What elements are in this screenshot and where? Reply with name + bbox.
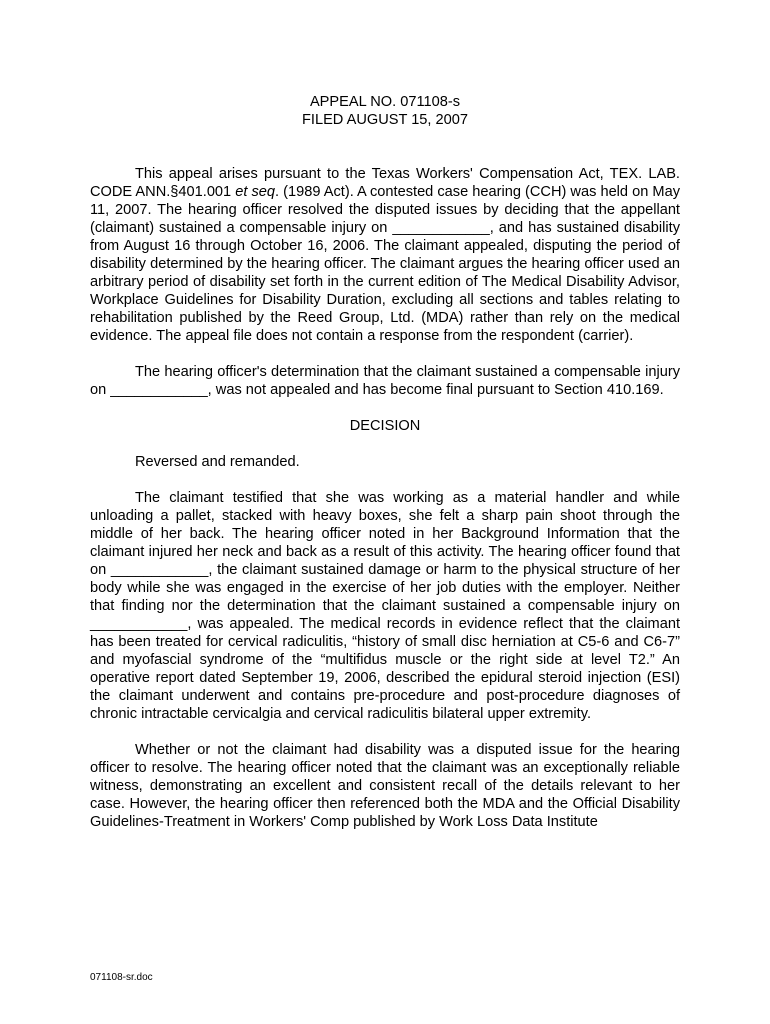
intro-paragraph [90,165,680,345]
disability-paragraph: Whether or not the claimant had disability was a disputed issue for the hearing officer to resolve. The hearing officer noted that the claimant was an exceptionally reliable witness, demonstrating an excellent and consistent recall of the details relevant to her case. However, the hearing officer then referenced both the MDA and the Official Disability Guidelines-Treatment in Workers' Comp published by Work Loss Data Institute [90,742,680,830]
intro-italic-text: et seq [235,184,276,200]
filed-date: FILED AUGUST 15, 2007 [301,112,469,128]
ruling-paragraph: Reversed and remanded. [135,454,300,470]
intro-text-b: . (1989 Act). A contested case hearing (CCH) was held on May 11, 2007. The hearing officer resolved the disputed issues by deciding that the appellant (claimant) sustained a compensable injury on ____________, and has sustained disability from August 16 through October 16, 2006. The claimant appealed, disputing the period of disability determined by the hearing officer. The claimant argues the hearing officer used an arbitrary period of disability set forth in the current edition of The Medical Disability Advisor, Workplace Guidelines for Disability Duration, excluding all sections and tables relating to rehabilitation published by the Reed Group, Ltd. (MDA) rather than rely on the medical evidence. The appeal file does not contain a response from the respondent (carrier). [90,184,680,344]
document-header [90,93,680,129]
decision-heading: DECISION [349,418,421,434]
final-determination-paragraph: The hearing officer's determination that the claimant sustained a compensable injury on ____________, was not appealed and has become final pursuant to Section 410.169. [90,364,680,398]
intro-text-a: This appeal arises pursuant to the Texas Workers' Compensation Act, TEX. LAB. CODE ANN.§401.001 [90,166,680,200]
facts-paragraph: The claimant testified that she was working as a material handler and while unloading a pallet, stacked with heavy boxes, she felt a sharp pain shoot through the middle of her back. The hearing officer noted in her Background Information that the claimant injured her neck and back as a result of this activity. The hearing officer found that on ____________, the claimant sustained damage or harm to the physical structure of her body while she was engaged in the exercise of her job duties with the employer. Neither that finding nor the determination that the claimant sustained a compensable injury on ____________, was appealed. The medical records in evidence reflect that the claimant has been treated for cervical radiculitis, “history of small disc herniation at C5-6 and C6-7” and myofascial syndrome of the “multifidus muscle or the right side at level T2.” An operative report dated September 19, 2006, described the epidural steroid injection (ESI) the claimant underwent and contains pre-procedure and post-procedure diagnoses of chronic intractable cervicalgia and cervical radiculitis bilateral upper extremity. [90,490,680,722]
footer-filename: 071108-sr.doc [90,972,153,983]
appeal-number: APPEAL NO. 071108-s [309,94,461,110]
document-page [90,93,680,831]
